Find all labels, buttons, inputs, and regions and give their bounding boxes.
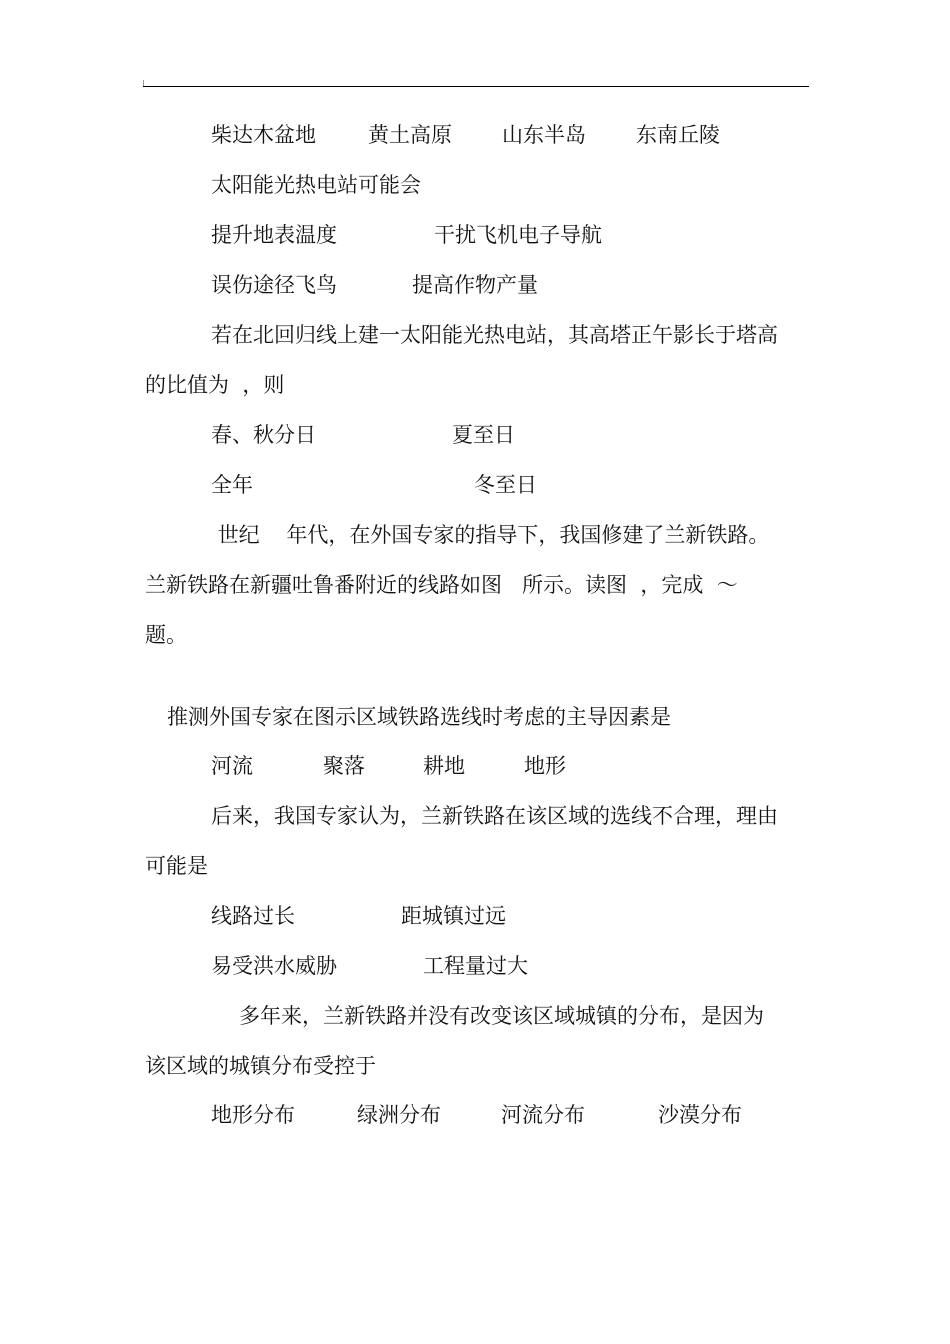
- q1-option-c: 山东半岛: [502, 123, 586, 147]
- q5-option-b: 距城镇过远: [401, 904, 506, 928]
- q3-option-d: 冬至日: [474, 473, 537, 497]
- q3-stem-line2: 的比值为 ，则: [145, 373, 285, 397]
- q3-option-a: 春、秋分日: [211, 423, 316, 447]
- q3-option-b: 夏至日: [452, 423, 515, 447]
- passage-line1: 世纪 年代，在外国专家的指导下，我国修建了兰新铁路。: [211, 523, 770, 547]
- q2-option-b: 干扰飞机电子导航: [434, 223, 602, 247]
- q5-option-d: 工程量过大: [423, 954, 528, 978]
- q1-option-d: 东南丘陵: [636, 123, 720, 147]
- q2-option-d: 提高作物产量: [412, 273, 538, 297]
- q6-option-b: 绿洲分布: [357, 1103, 441, 1127]
- passage-line2: 兰新铁路在新疆吐鲁番附近的线路如图 所示。读图 ，完成 ～: [145, 573, 738, 597]
- q1-option-b: 黄土高原: [368, 123, 452, 147]
- q6-option-c: 河流分布: [501, 1103, 585, 1127]
- passage-line3: 题。: [145, 623, 187, 647]
- q4-option-d: 地形: [524, 754, 566, 778]
- header-rule: [143, 86, 809, 87]
- q2-option-a: 提升地表温度: [211, 223, 337, 247]
- q2-option-c: 误伤途径飞鸟: [211, 273, 337, 297]
- q6-option-d: 沙漠分布: [658, 1103, 742, 1127]
- q1-option-a: 柴达木盆地: [211, 123, 316, 147]
- q3-stem-line1: 若在北回归线上建一太阳能光热电站，其高塔正午影长于塔高: [211, 323, 778, 347]
- q5-stem-line1: 后来，我国专家认为，兰新铁路在该区域的选线不合理，理由: [211, 804, 778, 828]
- q4-option-c: 耕地: [423, 754, 465, 778]
- q5-stem-line2: 可能是: [145, 854, 208, 878]
- q5-option-c: 易受洪水威胁: [211, 954, 337, 978]
- q5-option-a: 线路过长: [211, 904, 295, 928]
- q4-option-a: 河流: [211, 754, 253, 778]
- q6-option-a: 地形分布: [211, 1103, 295, 1127]
- q4-option-b: 聚落: [323, 754, 365, 778]
- q3-option-c: 全年: [211, 473, 253, 497]
- q6-stem-line1: 多年来，兰新铁路并没有改变该区域城镇的分布，是因为: [239, 1004, 764, 1028]
- q6-stem-line2: 该区域的城镇分布受控于: [145, 1054, 376, 1078]
- q2-stem: 太阳能光热电站可能会: [211, 173, 421, 197]
- q4-stem: 推测外国专家在图示区域铁路选线时考虑的主导因素是: [167, 705, 671, 729]
